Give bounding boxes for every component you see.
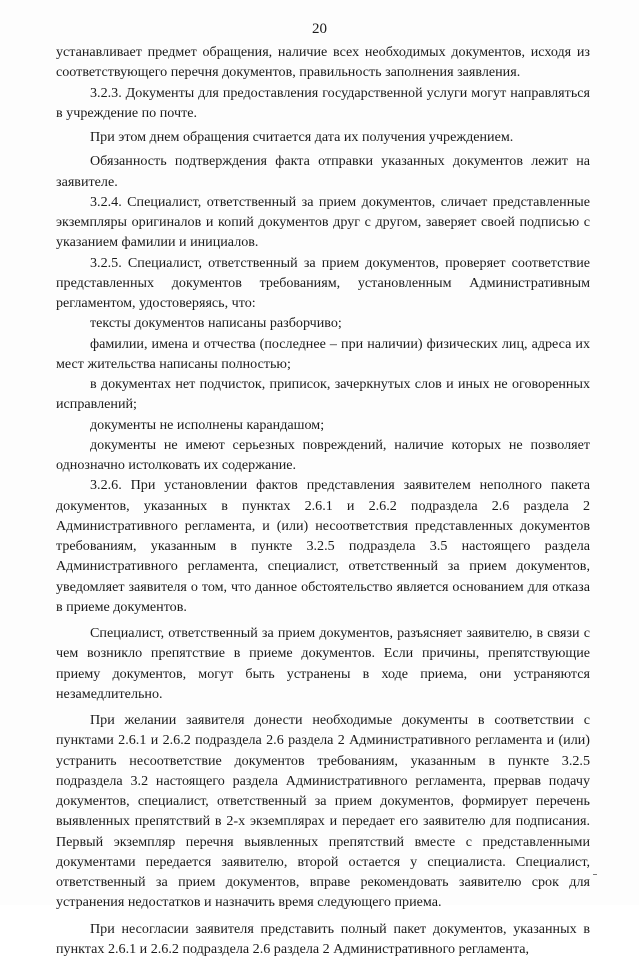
list-item-not-pencil: документы не исполнены карандашом;: [56, 415, 590, 435]
paragraph-bring-documents: При желании заявителя донести необходимые документы в соответствии с пунктами 2.6.1 и 2.6.2 подраздела 2.6 раздела 2 Административного регламента и (или) устранить несоответствие документов требованиям, указанным в пункте 3.2.5 подраздела 3.2 настоящего раздела Административного регламента, прервав подачу документов, специалист, ответственный за прием документов, формирует перечень выявленных препятствий в 2-х экземплярах и передает его заявителю для подписания. Первый экземпляр перечня выявленных препятствий вместе с представленными документами передается заявителю, второй остается у специалиста. Специалист, ответственный за прием документов, вправе рекомендовать заявителю срок для устранения недостатков и назначить время следующего приема.: [56, 710, 590, 913]
paragraph-specialist-explains: Специалист, ответственный за прием документов, разъясняет заявителю, в связи с чем возникло препятствие в приеме документов. Если причины, препятствующие приему документов, могут быть устранены в ходе приема, они устраняются незамедлительно.: [56, 623, 590, 704]
paragraph-3-2-4: 3.2.4. Специалист, ответственный за прием документов, сличает представленные экземпляры оригиналов и копий документов друг с другом, заверяет своей подписью с указанием фамилии и инициалов.: [56, 192, 590, 253]
paragraph-continuation: устанавливает предмет обращения, наличие всех необходимых документов, исходя из соответствующего перечня документов, правильность заполнения заявления.: [56, 42, 590, 83]
paragraph-receipt-date: При этом днем обращения считается дата их получения учреждением.: [56, 127, 590, 147]
list-item-legible: тексты документов написаны разборчиво;: [56, 313, 590, 333]
paragraph-3-2-5: 3.2.5. Специалист, ответственный за прием документов, проверяет соответствие представленных документов требованиям, установленным Административным регламентом, удостоверяясь, что:: [56, 253, 590, 314]
paragraph-3-2-3: 3.2.3. Документы для предоставления государственной услуги могут направляться в учреждение по почте.: [56, 83, 590, 124]
paragraph-3-2-6: 3.2.6. При установлении фактов представления заявителем неполного пакета документов, указанных в пунктах 2.6.1 и 2.6.2 подраздела 2.6 раздела 2 Административного регламента, и (или) несоответствия представленных документов требованиям, указанным в пункте 3.2.5 подраздела 3.5 настоящего раздела Административного регламента, специалист, ответственный за прием документов, уведомляет заявителя о том, что данное обстоятельство является основанием для отказа в приеме документов.: [56, 475, 590, 617]
paragraph-proof-obligation: Обязанность подтверждения факта отправки указанных документов лежит на заявителе.: [56, 151, 590, 192]
document-body: [56, 42, 590, 959]
page-number: 20: [0, 19, 639, 39]
paragraph-disagreement: При несогласии заявителя представить полный пакет документов, указанных в пунктах 2.6.1 и 2.6.2 подраздела 2.6 раздела 2 Административного регламента,: [56, 919, 590, 959]
list-item-no-damage: документы не имеют серьезных повреждений, наличие которых не позволяет однозначно истолковать их содержание.: [56, 435, 590, 476]
list-item-no-erasures: в документах нет подчисток, приписок, зачеркнутых слов и иных не оговоренных исправлений;: [56, 374, 590, 415]
scan-artifact-mark: [593, 874, 597, 875]
list-item-full-names: фамилии, имена и отчества (последнее – при наличии) физических лиц, адреса их мест жительства написаны полностью;: [56, 334, 590, 375]
